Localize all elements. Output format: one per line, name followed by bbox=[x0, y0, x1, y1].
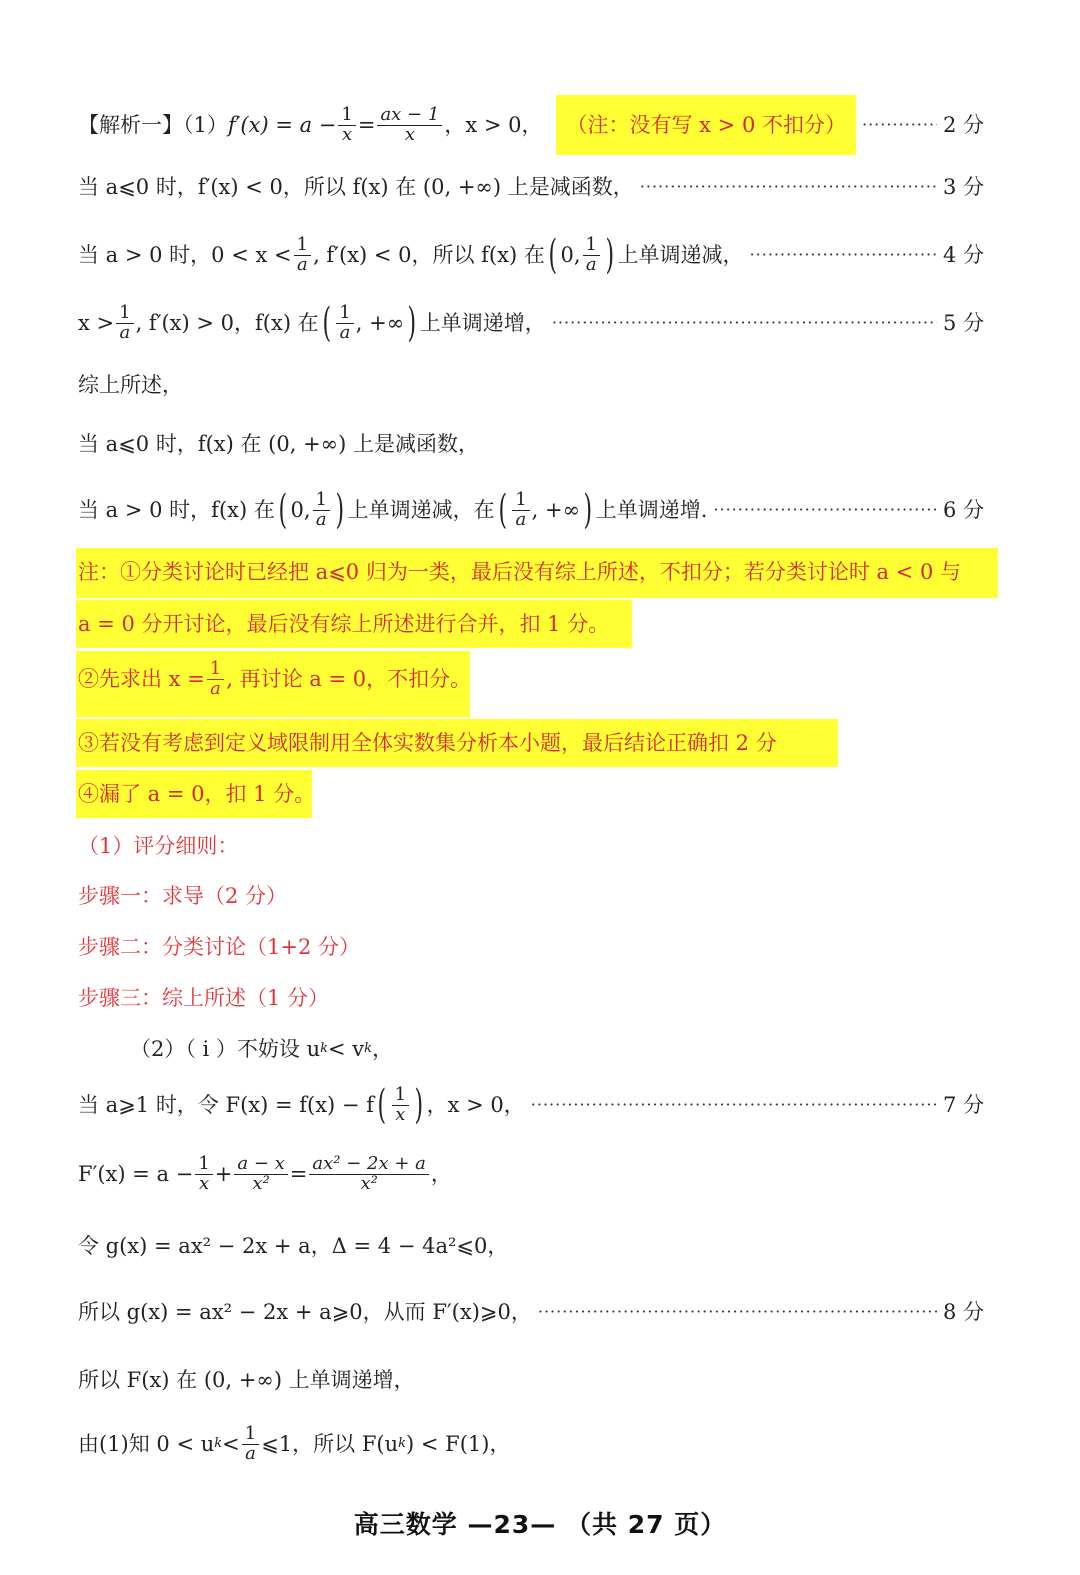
note-3: ③若没有考虑到定义域限制用全体实数集分析本小题，最后结论正确扣 2 分 bbox=[78, 731, 777, 755]
score-3: 3 分 bbox=[942, 175, 984, 199]
rubric-step-2: 步骤二：分类讨论（1+2 分） bbox=[78, 935, 360, 959]
page-footer: 高三数学 —23— （共 27 页） bbox=[353, 1510, 727, 1539]
part2-define-F: 当 a⩾1 时，令 F(x) = f(x) − f ( $\frac{1}{x}$ ) ，x > 0， ····· 7 分 bbox=[78, 1085, 984, 1125]
line-case-a-gt-0-decreasing: 当 a > 0 时，0 < x < $\frac{1}{a}$ , f′(x) < 0，所以 f(x) 在 ( 0, $\frac{1}{a}$ ) 上单调递减， ····· 4 分 bbox=[78, 235, 984, 275]
rubric-title: （1）评分细则： bbox=[78, 834, 239, 858]
note-1b: a = 0 分开讨论，最后没有综上所述进行合并，扣 1 分。 bbox=[78, 612, 610, 636]
note-4: ④漏了 a = 0，扣 1 分。 bbox=[78, 782, 316, 806]
line-summary-a-le-0: 当 a⩽0 时，f(x) 在 (0, +∞) 上是减函数， bbox=[78, 432, 480, 456]
derivative-expr: f′(x) = a − bbox=[227, 113, 337, 137]
part2-F-derivative: F′(x) = a − $\frac{1}{x}$ + $\frac{a - x}{\text{x²}}$ = $\frac{\text{ax² − 2x + a}}{\text{x²}}$ ， bbox=[78, 1153, 452, 1194]
score-7: 7 分 bbox=[942, 1092, 984, 1117]
line-case-a-le-0: 当 a⩽0 时，f′(x) < 0，所以 f(x) 在 (0, +∞) 上是减函数， ····· 3 分 bbox=[78, 175, 984, 199]
note-2: ②先求出 x = $\frac{1}{a}$ , 再讨论 a = 0，不扣分。 bbox=[78, 658, 472, 699]
rubric-step-1: 步骤一：求导（2 分） bbox=[78, 884, 288, 908]
line-summary-a-gt-0: 当 a > 0 时，f(x) 在 ( 0, $\frac{1}{a}$ ) 上单调递减，在 ( $\frac{1}{a}$ , +∞ ) 上单调递增. ····· 6 分 bbox=[78, 490, 984, 530]
line-derivative: 【解析一】（1） f′(x) = a − $\frac{1}{x}$ = $\frac{ax - 1}{x}$ ，x > 0， （注：没有写 x > 0 不扣分） ····· 2 分 bbox=[78, 95, 984, 155]
part2-g-def: 令 g(x) = ax² − 2x + a，Δ = 4 − 4a²⩽0， bbox=[78, 1234, 509, 1258]
part2-F-increasing: 所以 F(x) 在 (0, +∞) 上单调递增， bbox=[78, 1368, 415, 1392]
part2-assumption: （2）（ i ）不妨设 u k < v k ， bbox=[130, 1037, 394, 1061]
part2-g-nonneg: 所以 g(x) = ax² − 2x + a⩾0，从而 F′(x)⩾0， ····· 8 分 bbox=[78, 1300, 984, 1324]
note-1a: 注：①分类讨论时已经把 a⩽0 归为一类，最后没有综上所述，不扣分；若分类讨论时 a < 0 与 bbox=[78, 560, 962, 584]
score-8: 8 分 bbox=[942, 1300, 984, 1324]
score-4: 4 分 bbox=[942, 242, 984, 267]
part2-uk-bound: 由(1)知 0 < u k < $\frac{1}{a}$ ⩽1，所以 F(u k ) < F(1)， bbox=[78, 1423, 511, 1464]
analysis-heading: 【解析一】（1） bbox=[78, 113, 228, 137]
score-5: 5 分 bbox=[942, 310, 984, 335]
fraction-1-over-x: $\frac{1}{x}$ bbox=[338, 106, 355, 145]
score-2: 2 分 bbox=[942, 113, 984, 137]
line-increasing: x > $\frac{1}{a}$ , f′(x) > 0，f(x) 在 ( $\frac{1}{a}$ , +∞ ) 上单调递增， ····· 5 分 bbox=[78, 303, 984, 343]
note-highlight: （注：没有写 x > 0 不扣分） bbox=[556, 95, 856, 155]
fraction-ax-minus-1-over-x: $\frac{ax - 1}{x}$ bbox=[377, 106, 442, 145]
rubric-step-3: 步骤三：综上所述（1 分） bbox=[78, 986, 330, 1010]
score-6: 6 分 bbox=[942, 497, 984, 522]
line-summary: 综上所述， bbox=[78, 373, 183, 397]
